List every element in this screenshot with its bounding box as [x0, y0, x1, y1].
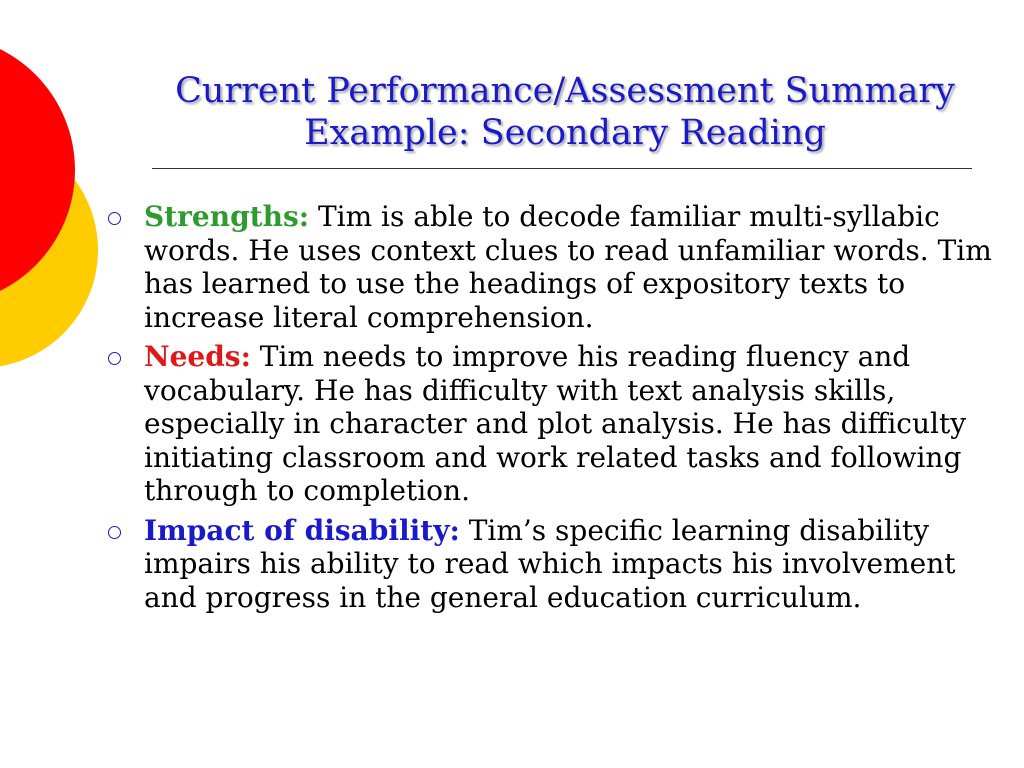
slide-title-line-1: Current Performance/Assessment Summary	[175, 71, 955, 111]
bullet-list	[100, 200, 1000, 620]
circle-bullet-icon	[108, 212, 121, 225]
decorative-circles	[0, 0, 110, 420]
needs-text: Tim needs to improve his reading fluency and vocabulary. He has difficulty with text analysis skills, especially in character and plot analysis. He has difficulty initiating classroom and work related tasks and following through to completion.	[144, 340, 967, 507]
bullet-strengths	[100, 200, 1000, 334]
strengths-text: Tim is able to decode familiar multi-syllabic words. He uses context clues to read unfamiliar words. Tim has learned to use the headings of expository texts to increase literal comprehension.	[144, 200, 992, 334]
strengths-label: Strengths:	[144, 200, 310, 233]
title-divider	[152, 168, 972, 169]
bullet-needs	[100, 340, 1000, 508]
circle-bullet-icon	[108, 352, 121, 365]
impact-label: Impact of disability:	[144, 513, 460, 547]
needs-label: Needs:	[144, 340, 251, 373]
slide-title-line-2: Example: Secondary Reading	[304, 113, 826, 153]
impact-text: Tim’s specific learning disability impairs his ability to read which impacts his involvement and progress in the general education curriculum.	[144, 513, 956, 614]
bullet-impact	[100, 514, 1000, 615]
slide-title	[120, 70, 1010, 154]
circle-bullet-icon	[108, 526, 121, 539]
